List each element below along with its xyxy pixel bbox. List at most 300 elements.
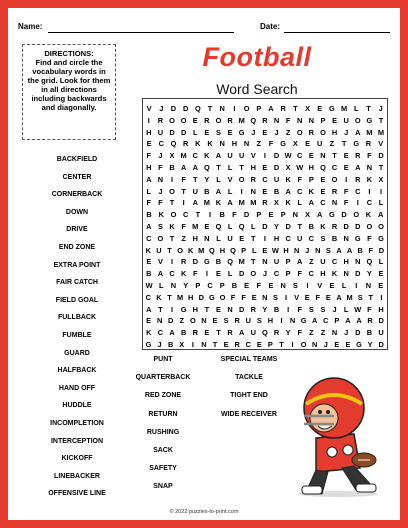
grid-letter[interactable]: J bbox=[344, 328, 349, 338]
grid-letter[interactable]: R bbox=[227, 328, 233, 338]
grid-letter[interactable]: T bbox=[251, 233, 256, 243]
grid-letter[interactable]: U bbox=[320, 257, 326, 267]
grid-letter[interactable]: Z bbox=[320, 328, 326, 338]
grid-letter[interactable]: A bbox=[146, 222, 152, 231]
grid-letter[interactable]: R bbox=[355, 151, 361, 161]
grid-letter[interactable]: F bbox=[232, 210, 237, 220]
grid-letter[interactable]: A bbox=[146, 304, 152, 314]
grid-letter[interactable]: M bbox=[377, 127, 385, 137]
grid-letter[interactable]: A bbox=[215, 151, 222, 161]
grid-letter[interactable]: D bbox=[378, 340, 384, 349]
grid-letter[interactable]: M bbox=[180, 151, 187, 161]
grid-letter[interactable]: I bbox=[147, 115, 150, 125]
grid-letter[interactable]: I bbox=[263, 233, 266, 243]
grid-letter[interactable]: T bbox=[293, 104, 298, 113]
grid-letter[interactable]: Q bbox=[262, 328, 268, 338]
grid-letter[interactable]: E bbox=[227, 127, 233, 137]
grid-letter[interactable]: K bbox=[366, 174, 373, 184]
grid-letter[interactable]: V bbox=[294, 292, 300, 302]
grid-letter[interactable]: E bbox=[345, 340, 351, 349]
grid-letter[interactable]: Q bbox=[208, 245, 215, 255]
grid-letter[interactable]: C bbox=[169, 269, 175, 279]
grid-letter[interactable]: F bbox=[367, 304, 372, 314]
grid-letter[interactable]: E bbox=[204, 127, 210, 137]
grid-letter[interactable]: I bbox=[345, 174, 348, 184]
grid-letter[interactable]: N bbox=[156, 316, 163, 326]
grid-letter[interactable]: E bbox=[204, 222, 210, 231]
grid-letter[interactable]: I bbox=[287, 304, 290, 314]
grid-letter[interactable]: G bbox=[203, 257, 210, 267]
grid-letter[interactable]: E bbox=[378, 269, 384, 279]
grid-letter[interactable]: R bbox=[204, 115, 210, 125]
grid-letter[interactable]: X bbox=[285, 163, 291, 172]
grid-letter[interactable]: C bbox=[245, 340, 251, 349]
grid-letter[interactable]: E bbox=[304, 292, 310, 302]
grid-letter[interactable]: T bbox=[195, 210, 201, 220]
grid-letter[interactable]: D bbox=[239, 269, 245, 279]
grid-letter[interactable]: S bbox=[357, 292, 363, 302]
grid-letter[interactable]: H bbox=[250, 163, 256, 172]
grid-letter[interactable]: I bbox=[205, 269, 208, 279]
grid-letter[interactable]: X bbox=[169, 151, 175, 161]
grid-letter[interactable]: V bbox=[378, 139, 384, 149]
grid-letter[interactable]: F bbox=[297, 269, 302, 279]
grid-letter[interactable]: F bbox=[315, 292, 321, 302]
grid-letter[interactable]: S bbox=[215, 127, 221, 137]
grid-letter[interactable]: N bbox=[243, 139, 250, 149]
grid-letter[interactable]: X bbox=[305, 210, 310, 220]
grid-letter[interactable]: K bbox=[285, 174, 291, 184]
grid-letter[interactable]: B bbox=[180, 328, 187, 338]
grid-letter[interactable]: D bbox=[273, 151, 280, 161]
grid-letter[interactable]: E bbox=[320, 174, 326, 184]
grid-letter[interactable]: N bbox=[219, 139, 225, 149]
grid-letter[interactable]: I bbox=[356, 198, 359, 208]
grid-letter[interactable]: R bbox=[234, 316, 240, 326]
grid-letter[interactable]: D bbox=[168, 316, 174, 326]
grid-letter[interactable]: M bbox=[198, 245, 205, 255]
grid-letter[interactable]: N bbox=[331, 198, 338, 208]
grid-letter[interactable]: N bbox=[343, 269, 349, 279]
grid-letter[interactable]: G bbox=[280, 139, 287, 149]
grid-letter[interactable]: V bbox=[146, 104, 152, 113]
grid-letter[interactable]: I bbox=[182, 198, 185, 208]
grid-letter[interactable]: U bbox=[227, 151, 233, 161]
grid-letter[interactable]: O bbox=[353, 210, 360, 220]
grid-letter[interactable]: F bbox=[158, 163, 163, 172]
grid-letter[interactable]: Q bbox=[227, 257, 233, 267]
grid-letter[interactable]: D bbox=[355, 269, 361, 279]
grid-letter[interactable]: H bbox=[188, 292, 194, 302]
grid-letter[interactable]: T bbox=[378, 163, 384, 172]
grid-letter[interactable]: U bbox=[273, 174, 280, 184]
grid-letter[interactable]: O bbox=[169, 115, 175, 125]
grid-letter[interactable]: F bbox=[158, 198, 163, 208]
grid-letter[interactable]: P bbox=[195, 281, 201, 290]
grid-letter[interactable]: Y bbox=[367, 340, 373, 349]
grid-letter[interactable]: S bbox=[256, 316, 262, 326]
grid-letter[interactable]: B bbox=[308, 222, 314, 231]
grid-letter[interactable]: I bbox=[379, 186, 383, 196]
grid-letter[interactable]: T bbox=[212, 340, 218, 349]
grid-letter[interactable]: L bbox=[227, 222, 233, 231]
grid-letter[interactable]: B bbox=[231, 281, 238, 290]
grid-letter[interactable]: T bbox=[192, 174, 198, 184]
grid-letter[interactable]: E bbox=[320, 186, 326, 196]
grid-letter[interactable]: X bbox=[378, 174, 384, 184]
grid-letter[interactable]: R bbox=[234, 340, 240, 349]
grid-letter[interactable]: A bbox=[308, 198, 314, 208]
grid-letter[interactable]: O bbox=[238, 174, 245, 184]
grid-letter[interactable]: H bbox=[283, 245, 289, 255]
grid-letter[interactable]: J bbox=[158, 151, 163, 161]
grid-letter[interactable]: E bbox=[334, 340, 340, 349]
grid-letter[interactable]: E bbox=[262, 163, 268, 172]
grid-letter[interactable]: T bbox=[378, 115, 384, 125]
grid-letter[interactable]: D bbox=[355, 328, 361, 338]
grid-letter[interactable]: F bbox=[181, 174, 186, 184]
grid-letter[interactable]: K bbox=[320, 222, 326, 231]
grid-letter[interactable]: R bbox=[331, 186, 338, 196]
grid-letter[interactable]: F bbox=[368, 245, 374, 255]
grid-letter[interactable]: D bbox=[180, 127, 187, 137]
grid-letter[interactable]: N bbox=[204, 233, 210, 243]
grid-letter[interactable]: D bbox=[169, 127, 175, 137]
grid-letter[interactable]: G bbox=[329, 104, 335, 113]
grid-letter[interactable]: D bbox=[192, 257, 198, 267]
grid-letter[interactable]: V bbox=[227, 174, 233, 184]
grid-letter[interactable]: Y bbox=[183, 281, 189, 290]
grid-letter[interactable]: M bbox=[346, 292, 353, 302]
grid-letter[interactable]: N bbox=[297, 115, 303, 125]
grid-letter[interactable]: T bbox=[341, 139, 347, 149]
grid-letter[interactable]: K bbox=[145, 245, 151, 255]
grid-letter[interactable]: P bbox=[241, 245, 247, 255]
grid-letter[interactable]: U bbox=[239, 151, 245, 161]
grid-letter[interactable]: B bbox=[366, 328, 373, 338]
grid-letter[interactable]: L bbox=[297, 198, 302, 208]
grid-letter[interactable]: U bbox=[250, 328, 256, 338]
grid-letter[interactable]: O bbox=[243, 104, 250, 113]
grid-letter[interactable]: G bbox=[329, 210, 335, 220]
grid-letter[interactable]: F bbox=[367, 151, 372, 161]
grid-letter[interactable]: K bbox=[195, 139, 201, 149]
grid-letter[interactable]: O bbox=[320, 127, 326, 137]
grid-letter[interactable]: F bbox=[181, 222, 186, 231]
grid-letter[interactable]: O bbox=[170, 210, 177, 220]
grid-letter[interactable]: A bbox=[192, 163, 198, 172]
grid-letter[interactable]: G bbox=[366, 115, 373, 125]
grid-letter[interactable]: R bbox=[280, 104, 286, 113]
grid-letter[interactable]: R bbox=[250, 304, 256, 314]
grid-letter[interactable]: F bbox=[230, 292, 236, 302]
grid-letter[interactable]: O bbox=[157, 233, 164, 243]
grid-letter[interactable]: Z bbox=[285, 127, 291, 137]
grid-letter[interactable]: H bbox=[331, 127, 338, 137]
grid-letter[interactable]: E bbox=[268, 281, 274, 290]
grid-letter[interactable]: U bbox=[156, 245, 162, 255]
grid-letter[interactable]: F bbox=[343, 186, 349, 196]
grid-letter[interactable]: N bbox=[157, 174, 164, 184]
grid-letter[interactable]: N bbox=[201, 316, 207, 326]
grid-letter[interactable]: L bbox=[251, 245, 257, 255]
grid-letter[interactable]: Y bbox=[204, 174, 210, 184]
grid-letter[interactable]: E bbox=[262, 186, 268, 196]
grid-letter[interactable]: D bbox=[378, 316, 384, 326]
grid-letter[interactable]: J bbox=[323, 340, 328, 349]
grid-letter[interactable]: Q bbox=[238, 222, 245, 231]
grid-letter[interactable]: E bbox=[146, 257, 152, 267]
grid-letter[interactable]: R bbox=[367, 316, 373, 326]
grid-letter[interactable]: F bbox=[192, 269, 198, 279]
grid-letter[interactable]: E bbox=[343, 151, 349, 161]
grid-letter[interactable]: A bbox=[268, 104, 274, 113]
grid-letter[interactable]: A bbox=[227, 198, 233, 208]
grid-letter[interactable]: A bbox=[336, 292, 342, 302]
grid-letter[interactable]: F bbox=[297, 328, 302, 338]
grid-letter[interactable]: Z bbox=[181, 233, 186, 243]
grid-letter[interactable]: E bbox=[317, 104, 323, 113]
grid-letter[interactable]: K bbox=[285, 198, 291, 208]
grid-letter[interactable]: I bbox=[170, 174, 174, 184]
grid-letter[interactable]: F bbox=[256, 281, 262, 290]
grid-letter[interactable]: Y bbox=[274, 222, 279, 231]
grid-letter[interactable]: R bbox=[273, 328, 280, 338]
grid-letter[interactable]: O bbox=[250, 269, 257, 279]
grid-letter[interactable]: T bbox=[332, 151, 337, 161]
grid-letter[interactable]: R bbox=[227, 115, 233, 125]
grid-letter[interactable]: S bbox=[308, 304, 314, 314]
grid-letter[interactable]: W bbox=[296, 163, 304, 172]
grid-letter[interactable]: D bbox=[198, 292, 204, 302]
grid-letter[interactable]: E bbox=[332, 115, 338, 125]
grid-letter[interactable]: L bbox=[159, 281, 164, 290]
grid-letter[interactable]: S bbox=[320, 233, 326, 243]
name-line[interactable] bbox=[48, 32, 234, 33]
grid-letter[interactable]: Q bbox=[250, 115, 257, 125]
grid-letter[interactable]: Z bbox=[256, 139, 262, 149]
grid-letter[interactable]: G bbox=[208, 292, 215, 302]
grid-letter[interactable]: K bbox=[188, 245, 194, 255]
grid-letter[interactable]: G bbox=[354, 233, 361, 243]
grid-letter[interactable]: U bbox=[297, 233, 303, 243]
grid-letter[interactable]: J bbox=[158, 186, 163, 196]
grid-letter[interactable]: L bbox=[343, 304, 349, 314]
grid-letter[interactable]: E bbox=[325, 292, 331, 302]
grid-letter[interactable]: Z bbox=[309, 257, 314, 267]
grid-letter[interactable]: L bbox=[192, 127, 198, 137]
grid-letter[interactable]: U bbox=[157, 127, 164, 137]
grid-letter[interactable]: M bbox=[192, 222, 199, 231]
date-line[interactable] bbox=[284, 32, 390, 33]
grid-letter[interactable]: C bbox=[145, 292, 151, 302]
grid-letter[interactable]: P bbox=[320, 115, 326, 125]
grid-letter[interactable]: X bbox=[274, 198, 279, 208]
grid-letter[interactable]: Q bbox=[366, 257, 373, 267]
grid-letter[interactable]: B bbox=[357, 245, 363, 255]
grid-letter[interactable]: C bbox=[320, 198, 326, 208]
grid-letter[interactable]: L bbox=[227, 186, 233, 196]
grid-letter[interactable]: U bbox=[378, 328, 384, 338]
grid-letter[interactable]: N bbox=[308, 115, 314, 125]
grid-letter[interactable]: K bbox=[207, 139, 213, 149]
grid-letter[interactable]: G bbox=[356, 340, 362, 349]
grid-letter[interactable]: O bbox=[219, 292, 226, 302]
grid-letter[interactable]: H bbox=[192, 233, 198, 243]
grid-letter[interactable]: G bbox=[180, 304, 187, 314]
grid-letter[interactable]: C bbox=[331, 257, 338, 267]
grid-letter[interactable]: T bbox=[366, 104, 371, 113]
grid-letter[interactable]: F bbox=[241, 292, 246, 302]
grid-letter[interactable]: C bbox=[158, 139, 164, 149]
grid-letter[interactable]: O bbox=[177, 245, 183, 255]
grid-letter[interactable]: M bbox=[238, 198, 245, 208]
grid-letter[interactable]: K bbox=[158, 210, 164, 220]
grid-letter[interactable]: M bbox=[176, 292, 184, 302]
grid-letter[interactable]: I bbox=[291, 340, 294, 349]
grid-letter[interactable]: J bbox=[305, 245, 310, 255]
grid-letter[interactable]: I bbox=[380, 292, 383, 302]
grid-letter[interactable]: C bbox=[331, 163, 338, 172]
grid-letter[interactable]: O bbox=[180, 115, 187, 125]
grid-letter[interactable]: R bbox=[180, 257, 187, 267]
grid-letter[interactable]: N bbox=[219, 104, 225, 113]
grid-letter[interactable]: T bbox=[169, 198, 175, 208]
grid-letter[interactable]: D bbox=[243, 210, 250, 220]
grid-letter[interactable]: J bbox=[157, 340, 162, 349]
grid-letter[interactable]: P bbox=[219, 281, 225, 290]
grid-letter[interactable]: L bbox=[354, 104, 359, 113]
grid-letter[interactable]: M bbox=[366, 127, 373, 137]
grid-letter[interactable]: R bbox=[365, 139, 372, 149]
grid-letter[interactable]: W bbox=[271, 245, 279, 255]
grid-letter[interactable]: N bbox=[355, 257, 361, 267]
grid-letter[interactable]: I bbox=[191, 340, 194, 349]
grid-letter[interactable]: D bbox=[341, 210, 347, 220]
grid-letter[interactable]: S bbox=[325, 245, 331, 255]
grid-letter[interactable]: Q bbox=[203, 163, 210, 172]
grid-letter[interactable]: T bbox=[167, 245, 172, 255]
grid-letter[interactable]: B bbox=[168, 340, 174, 349]
grid-letter[interactable]: L bbox=[251, 222, 256, 231]
grid-letter[interactable]: Y bbox=[366, 269, 372, 279]
grid-letter[interactable]: K bbox=[169, 222, 175, 231]
grid-letter[interactable]: I bbox=[170, 257, 174, 267]
grid-letter[interactable]: K bbox=[215, 198, 222, 208]
grid-letter[interactable]: Z bbox=[179, 316, 185, 326]
grid-letter[interactable]: I bbox=[209, 210, 212, 220]
grid-letter[interactable]: F bbox=[297, 174, 302, 184]
grid-letter[interactable]: S bbox=[292, 281, 298, 290]
grid-letter[interactable]: X bbox=[179, 340, 185, 349]
grid-letter[interactable]: E bbox=[262, 245, 268, 255]
grid-letter[interactable]: U bbox=[227, 233, 233, 243]
grid-letter[interactable]: W bbox=[145, 281, 153, 290]
grid-letter[interactable]: K bbox=[204, 151, 210, 161]
grid-letter[interactable]: T bbox=[158, 304, 163, 314]
grid-letter[interactable]: H bbox=[146, 163, 152, 172]
grid-letter[interactable]: B bbox=[215, 257, 222, 267]
grid-letter[interactable]: H bbox=[267, 316, 274, 326]
grid-letter[interactable]: W bbox=[284, 151, 292, 161]
grid-letter[interactable]: A bbox=[312, 316, 318, 326]
grid-letter[interactable]: B bbox=[146, 269, 152, 279]
grid-letter[interactable]: N bbox=[320, 151, 326, 161]
grid-letter[interactable]: B bbox=[273, 186, 280, 196]
grid-letter[interactable]: Y bbox=[285, 328, 291, 338]
grid-letter[interactable]: O bbox=[366, 222, 373, 231]
grid-letter[interactable]: E bbox=[215, 304, 221, 314]
grid-letter[interactable]: E bbox=[308, 151, 314, 161]
grid-letter[interactable]: Z bbox=[329, 139, 335, 149]
grid-letter[interactable]: D bbox=[170, 104, 177, 113]
grid-letter[interactable]: J bbox=[274, 127, 279, 137]
grid-letter[interactable]: I bbox=[263, 151, 266, 161]
grid-letter[interactable]: I bbox=[284, 292, 288, 302]
grid-letter[interactable]: A bbox=[346, 245, 353, 255]
grid-letter[interactable]: L bbox=[378, 198, 384, 208]
grid-letter[interactable]: Q bbox=[320, 163, 326, 172]
grid-letter[interactable]: A bbox=[157, 269, 164, 279]
grid-letter[interactable]: A bbox=[356, 316, 362, 326]
grid-letter[interactable]: T bbox=[251, 257, 256, 267]
grid-letter[interactable]: O bbox=[331, 174, 338, 184]
grid-letter[interactable]: S bbox=[157, 222, 163, 231]
grid-letter[interactable]: N bbox=[273, 115, 280, 125]
grid-letter[interactable]: W bbox=[354, 304, 362, 314]
grid-letter[interactable]: M bbox=[203, 198, 210, 208]
grid-letter[interactable]: H bbox=[146, 127, 152, 137]
grid-letter[interactable]: C bbox=[207, 281, 213, 290]
grid-letter[interactable]: E bbox=[146, 139, 152, 149]
grid-letter[interactable]: C bbox=[182, 210, 189, 220]
grid-letter[interactable]: G bbox=[353, 139, 360, 149]
grid-letter[interactable]: T bbox=[368, 292, 374, 302]
grid-letter[interactable]: E bbox=[262, 127, 268, 137]
grid-letter[interactable]: R bbox=[250, 174, 256, 184]
grid-letter[interactable]: C bbox=[297, 186, 303, 196]
grid-letter[interactable]: A bbox=[146, 174, 152, 184]
grid-letter[interactable]: N bbox=[365, 281, 372, 290]
grid-letter[interactable]: R bbox=[308, 127, 314, 137]
grid-letter[interactable]: M bbox=[238, 115, 245, 125]
grid-letter[interactable]: J bbox=[159, 104, 164, 113]
grid-letter[interactable]: L bbox=[216, 233, 221, 243]
grid-letter[interactable]: C bbox=[192, 151, 198, 161]
grid-letter[interactable]: A bbox=[297, 257, 303, 267]
grid-letter[interactable]: U bbox=[273, 257, 280, 267]
grid-letter[interactable]: N bbox=[331, 328, 338, 338]
grid-letter[interactable]: E bbox=[215, 269, 221, 279]
grid-letter[interactable]: L bbox=[146, 186, 152, 196]
grid-letter[interactable]: N bbox=[366, 163, 373, 172]
grid-letter[interactable]: P bbox=[308, 174, 314, 184]
grid-letter[interactable]: E bbox=[223, 340, 229, 349]
grid-letter[interactable]: I bbox=[170, 304, 174, 314]
grid-letter[interactable]: K bbox=[156, 292, 162, 302]
grid-letter[interactable]: R bbox=[157, 115, 164, 125]
grid-letter[interactable]: D bbox=[355, 222, 361, 231]
grid-letter[interactable]: B bbox=[331, 233, 338, 243]
grid-letter[interactable]: T bbox=[207, 104, 213, 113]
grid-letter[interactable]: E bbox=[268, 210, 274, 220]
grid-letter[interactable]: V bbox=[157, 257, 163, 267]
grid-letter[interactable]: C bbox=[366, 198, 373, 208]
grid-letter[interactable]: N bbox=[343, 233, 349, 243]
grid-letter[interactable]: K bbox=[180, 269, 187, 279]
grid-letter[interactable]: U bbox=[317, 139, 323, 149]
grid-letter[interactable]: B bbox=[273, 304, 280, 314]
